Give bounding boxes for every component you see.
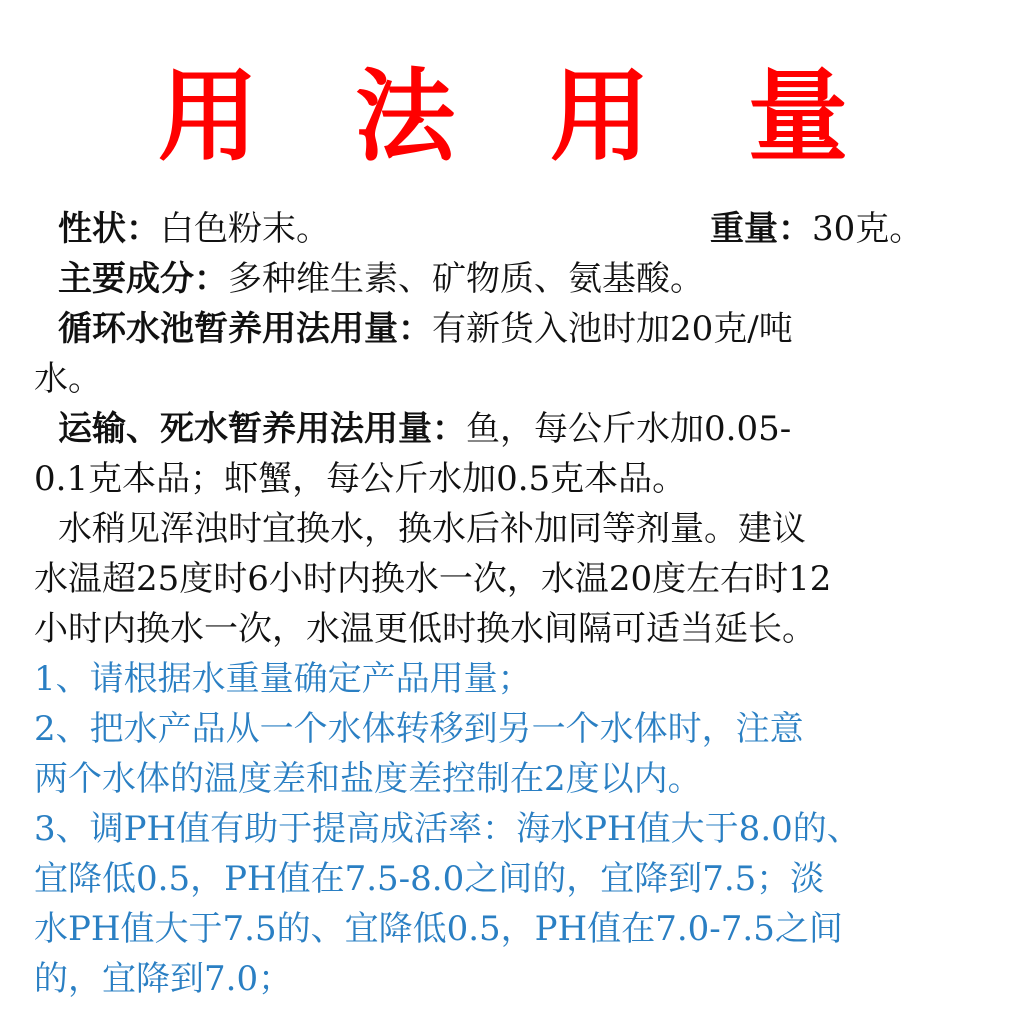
transport-value: 鱼，每公斤水加0.05- [466, 409, 792, 449]
advice-line-2: 水温超25度时6小时内换水一次，水温20度左右时12 [34, 559, 832, 599]
ingredients-line [58, 253, 1008, 305]
advice-line-3: 小时内换水一次，水温更低时换水间隔可适当延长。 [34, 609, 816, 649]
note-3-line-1: 3、调PH值有助于提高成活率：海水PH值大于8.0的、 [34, 809, 861, 849]
appearance-label: 性状： [58, 209, 160, 249]
circulating-pool-value: 有新货入池时加20克/吨 [432, 309, 793, 349]
weight-value: 30克。 [812, 209, 924, 249]
note-1: 1、请根据水重量确定产品用量； [34, 659, 532, 699]
properties-line [58, 203, 1008, 255]
title-char-2: 法 [355, 58, 455, 175]
note-3-line-4: 的，宜降到7.0； [34, 959, 293, 999]
circulating-pool-label: 循环水池暂养用法用量： [58, 309, 432, 349]
ingredients-value: 多种维生素、矿物质、氨基酸。 [228, 259, 704, 299]
page-title [0, 58, 1013, 175]
appearance-value: 白色粉末。 [160, 209, 330, 249]
note-2-line-2: 两个水体的温度差和盐度差控制在2度以内。 [34, 759, 702, 799]
title-char-3: 用 [550, 58, 650, 175]
weight-label: 重量： [710, 209, 812, 249]
note-3-line-3: 水PH值大于7.5的、宜降低0.5，PH值在7.0-7.5之间 [34, 909, 843, 949]
advice-line-1: 水稍见浑浊时宜换水，换水后补加同等剂量。建议 [58, 509, 806, 549]
note-3-line-2: 宜降低0.5，PH值在7.5-8.0之间的，宜降到7.5；淡 [34, 859, 825, 899]
note-2-line-1: 2、把水产品从一个水体转移到另一个水体时，注意 [34, 709, 804, 749]
title-char-4: 量 [748, 58, 848, 175]
transport-line-1 [58, 403, 1008, 455]
circulating-pool-line-2: 水。 [34, 359, 102, 399]
transport-label: 运输、死水暂养用法用量： [58, 409, 466, 449]
transport-line-2: 0.1克本品；虾蟹，每公斤水加0.5克本品。 [34, 459, 687, 499]
circulating-pool-line-1 [58, 303, 1008, 355]
ingredients-label: 主要成分： [58, 259, 228, 299]
title-char-1: 用 [158, 58, 258, 175]
weight-group [710, 203, 923, 255]
